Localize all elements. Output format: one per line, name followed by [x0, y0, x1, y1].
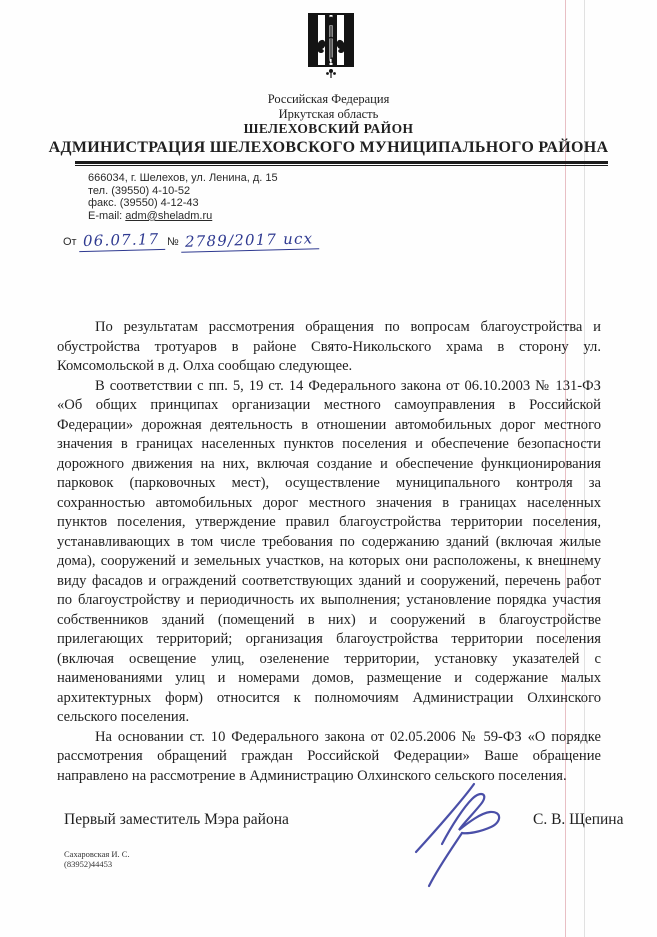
header-country: Российская Федерация — [267, 92, 390, 106]
contact-fax: факс. (39550) 4-12-43 — [88, 197, 199, 210]
handwritten-date: 06.07.17 — [78, 230, 165, 252]
letter-body — [57, 318, 601, 786]
contact-phone: тел. (39550) 4-10-52 — [88, 184, 191, 197]
svg-text:АЦ: АЦ — [325, 56, 337, 65]
contact-block — [88, 172, 278, 222]
coat-of-arms-icon — [308, 13, 354, 84]
handwritten-number: 2789/2017 исх — [181, 229, 320, 253]
body-paragraph-3: На основании ст. 10 Федерального закона от 02.05.2006 № 59-ФЗ «О порядке рассмотрения обращений граждан Российской Федерации» Ваше обращение направлено на рассмотрение в Администрацию Олхинского сельского поселения. — [57, 728, 601, 784]
header-district: ШЕЛЕХОВСКИЙ РАЙОН — [243, 121, 414, 136]
handwritten-signature — [408, 780, 518, 893]
from-label: От — [63, 236, 77, 248]
number-label: № — [167, 236, 179, 248]
body-paragraph-1: По результатам рассмотрения обращения по вопросам благоустройства и обустройства тротуаров в районе Свято-Никольского храма в сторону ул. Комсомольской в д. Олха сообщаю следующее. — [57, 319, 601, 374]
signatory-name: С. В. Щепина — [533, 811, 624, 828]
executor-phone: (83952)44453 — [64, 859, 113, 869]
header-divider — [75, 161, 608, 166]
body-paragraph-2: В соответствии с пп. 5, 19 ст. 14 Федерального закона от 06.10.2003 № 131-ФЗ «Об общих принципах организации местного самоуправления в Российской Федерации» дорожная деятельность в отношении автомобильных дорог местного значения в границах населенных пунктов поселения и обеспечение безопасности дорожного движения на них, включая создание и обеспечение функционирования парковок (парковочных мест), осуществление муниципального контроля за сохранностью автомобильных дорог местного значения в границах населенных пунктов поселения, утверждение правил благоустройства территории поселения, устанавливающих в том числе требования по содержанию зданий (включая жилые дома), сооружений и земельных участков, на которых они расположены, к внешнему виду фасадов и ограждений соответствующих зданий и сооружений, перечень работ по благоустройству и периодичность их выполнения; установление порядка участия собственников зданий (помещений в них) и сооружений в благоустройстве прилегающих территорий; организация благоустройства территории поселения (включая освещение улиц, озеленение территории, установку указателей с наименованиями улиц и номерами домов, размещение и содержание малых архитектурных форм) относится к полномочиям Администрации Олхинского сельского поселения. — [57, 377, 601, 725]
executor-name: Сахаровская И. С. — [64, 849, 130, 859]
email-address: adm@sheladm.ru — [125, 209, 213, 222]
email-label: E-mail: — [88, 209, 126, 222]
executor-block — [64, 849, 130, 869]
header-region: Иркутская область — [278, 107, 379, 121]
contact-email-line — [88, 210, 278, 223]
contact-address: 666034, г. Шелехов, ул. Ленина, д. 15 — [88, 172, 278, 184]
header-organization: АДМИНИСТРАЦИЯ ШЕЛЕХОВСКОГО МУНИЦИПАЛЬНОГО РАЙОНА — [48, 139, 609, 156]
signatory-position: Первый заместитель Мэра района — [64, 811, 289, 828]
reference-line — [63, 231, 321, 251]
